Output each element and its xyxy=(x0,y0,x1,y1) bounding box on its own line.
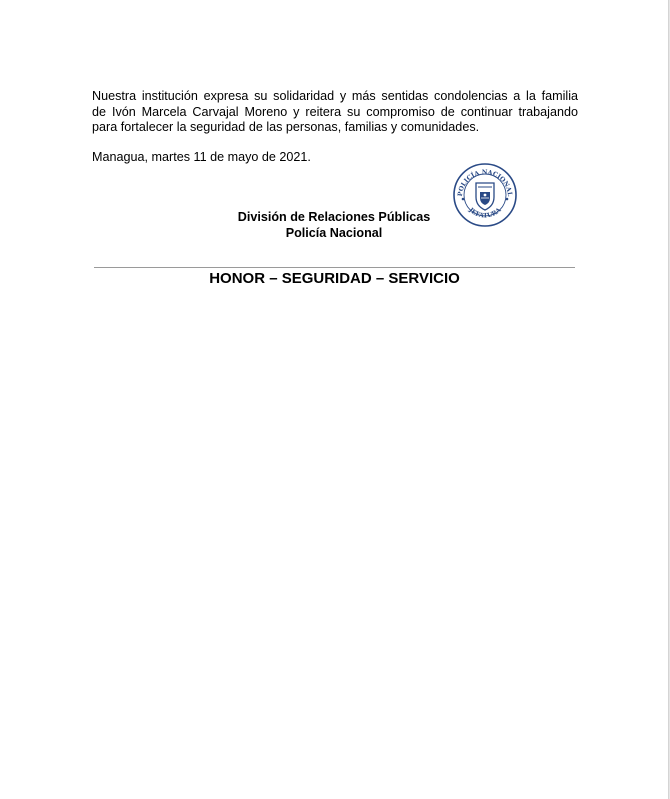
seal-bottom-text: JEFATURA xyxy=(467,206,503,220)
paragraph-line: para fortalecer la seguridad de las personas, familias y comunidades. xyxy=(92,120,480,135)
signature-institution: Policía Nacional xyxy=(285,225,383,240)
date-line: Managua, martes 11 de mayo de 2021. xyxy=(92,150,311,164)
signature-block xyxy=(200,210,468,241)
seal-top-text: POLICÍA NACIONAL xyxy=(456,168,514,197)
paragraph-line: de Ivón Marcela Carvajal Moreno y reitera su compromiso de continuar trabajando xyxy=(92,104,578,119)
divider-line xyxy=(94,267,575,268)
footer-motto: HONOR – SEGURIDAD – SERVICIO xyxy=(209,270,460,287)
condolence-paragraph xyxy=(92,89,578,136)
signature-division: División de Relaciones Públicas xyxy=(237,210,431,224)
paragraph-line: Nuestra institución expresa su solidaridad y más sentidas condolencias a la familia xyxy=(92,89,578,103)
